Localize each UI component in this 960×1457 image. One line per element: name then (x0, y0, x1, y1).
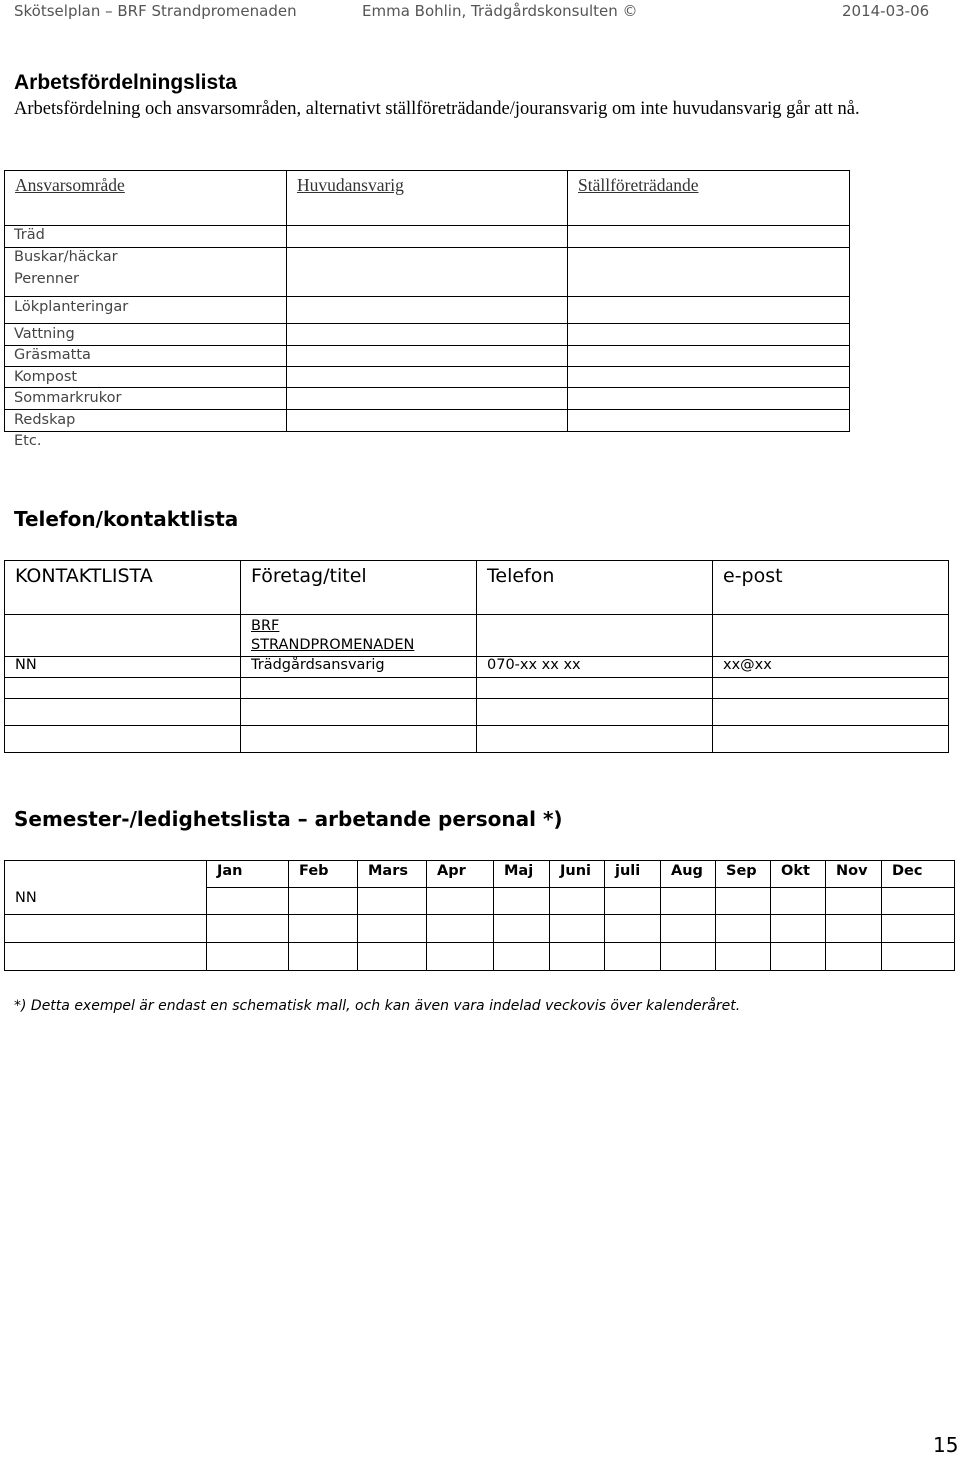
month-header: Sep (716, 861, 771, 888)
month-header: Juni (550, 861, 605, 888)
page-number: 15 (933, 1433, 959, 1457)
contact-email: xx@xx (713, 657, 949, 678)
section2-heading: Telefon/kontaktlista (14, 507, 239, 531)
org-name-line1: BRF (251, 618, 280, 634)
vacation-table (4, 860, 955, 971)
column-header: Företag/titel (241, 561, 477, 615)
area-label: Etc. (14, 433, 42, 449)
area-label: Kompost (14, 369, 78, 385)
month-header: Okt (771, 861, 826, 888)
area-label: Redskap (14, 412, 76, 428)
column-header: e-post (713, 561, 949, 615)
column-header: KONTAKTLISTA (5, 561, 241, 615)
section3-heading: Semester-/ledighetslista – arbetande personal *) (14, 807, 563, 831)
month-header: Feb (289, 861, 358, 888)
area-label: Perenner (14, 271, 79, 287)
column-header: Telefon (477, 561, 713, 615)
section1-heading: Arbetsfördelningslista (14, 71, 237, 94)
column-header: Ansvarsområde (5, 171, 287, 226)
staff-name: NN (5, 888, 207, 915)
column-header: Ställföreträdande (568, 171, 850, 226)
section1-intro: Arbetsfördelning och ansvarsområden, alternativt ställföreträdande/jouransvarig om inte huvudansvarig går att nå. (14, 99, 860, 119)
area-label: Träd (14, 227, 45, 243)
column-header: Huvudansvarig (287, 171, 568, 226)
month-header: Dec (882, 861, 955, 888)
area-label: Lökplanteringar (14, 299, 129, 315)
month-header: Jan (207, 861, 289, 888)
contact-title: Trädgårdsansvarig (241, 657, 477, 678)
responsibility-table (4, 170, 850, 432)
contact-table (4, 560, 949, 753)
contact-name: NN (5, 657, 241, 678)
area-label: Buskar/häckar (14, 249, 118, 265)
month-header: Aug (661, 861, 716, 888)
month-header: Maj (494, 861, 550, 888)
header-date: 2014-03-06 (842, 2, 930, 20)
area-label: Gräsmatta (14, 347, 91, 363)
month-header: Apr (427, 861, 494, 888)
table-row (5, 657, 949, 678)
contact-phone: 070-xx xx xx (477, 657, 713, 678)
footnote: *) Detta exempel är endast en schematisk mall, och kan även vara indelad veckovis över kalenderåret. (14, 998, 741, 1014)
table-row (5, 888, 955, 915)
header-title: Skötselplan – BRF Strandpromenaden (14, 2, 297, 20)
area-label: Sommarkrukor (14, 390, 122, 406)
month-header: juli (605, 861, 661, 888)
month-header: Mars (358, 861, 427, 888)
org-name-line2: STRANDPROMENADEN (251, 637, 415, 653)
area-label: Vattning (14, 326, 75, 342)
month-header: Nov (826, 861, 882, 888)
header-author: Emma Bohlin, Trädgårdskonsulten © (362, 2, 638, 20)
